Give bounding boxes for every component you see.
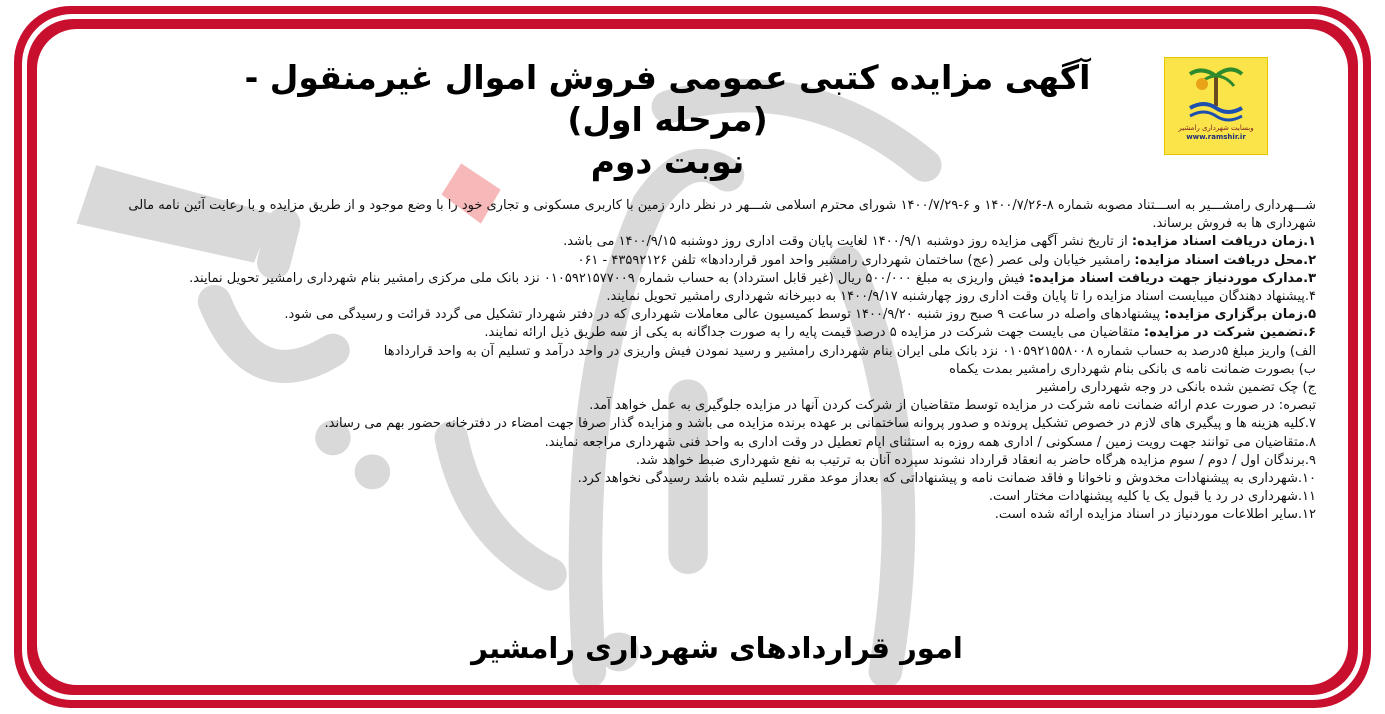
- ad-paper: [37, 29, 1348, 685]
- ad-title: [207, 57, 1128, 183]
- conditions-list: [85, 233, 1316, 524]
- condition-text: ۱۰.شهرداری به پیشنهادات مخدوش و ناخوانا و فاقد ضمانت نامه و پیشنهاداتی که بعداز موعد مقرر تسلیم شده باشد رسیدگی نخواهد کرد.: [577, 471, 1316, 487]
- condition-item: [85, 288, 1316, 306]
- logo-site-label: وبسایت شهرداری رامشیر: [1178, 124, 1254, 132]
- palm-tree-icon: [1184, 62, 1248, 124]
- condition-item: [85, 270, 1316, 288]
- condition-text: پیشنهادهای واصله در ساعت ۹ صبح روز شنبه ۱۴۰۰/۹/۲۰ توسط کمیسیون عالی معاملات شهرداری که در دفتر شهردار تشکیل می گردد قرائت و رسیدگی می شود.: [284, 307, 1165, 323]
- condition-label: ۵.زمان برگزاری مزایده:: [1164, 307, 1316, 323]
- condition-item: [85, 306, 1316, 324]
- condition-item: [85, 452, 1316, 470]
- ad-border-inner: [27, 19, 1358, 695]
- ad-border-outer: [14, 6, 1371, 708]
- condition-text: ۱۱.شهرداری در رد یا قبول یک یا کلیه پیشنهادات مختار است.: [988, 489, 1316, 505]
- condition-label: ۶.تضمین شرکت در مزایده:: [1143, 325, 1316, 341]
- logo-url: www.ramshir.ir: [1186, 133, 1246, 141]
- condition-item: [85, 252, 1316, 270]
- condition-item: [85, 470, 1316, 488]
- condition-text: ۹.برندگان اول / دوم / سوم مزایده هرگاه حاضر به انعقاد قرارداد نشوند سپرده آنان به ترتیب به نفع شهرداری ضبط خواهد شد.: [635, 452, 1316, 468]
- condition-item: [85, 506, 1316, 524]
- condition-text: تبصره: در صورت عدم ارائه ضمانت نامه شرکت در مزایده توسط متقاضیان از شرکت کردن آنها در مزایده جلوگیری به عمل خواهد آمد.: [589, 398, 1316, 414]
- ad-body: [85, 197, 1316, 525]
- condition-item: [85, 434, 1316, 452]
- condition-text: فیش واریزی به مبلغ ۵۰۰/۰۰۰ ریال (غیر قابل استرداد) به حساب شماره ۰۱۰۵۹۲۱۵۷۷۰۰۹ نزد بانک ملی مرکزی رامشیر بنام شهرداری رامشیر تحویل نمایند.: [189, 270, 1029, 286]
- condition-text: ب) بصورت ضمانت نامه ی بانکی بنام شهرداری رامشیر بمدت یکماه: [949, 361, 1316, 377]
- condition-item: [85, 324, 1316, 342]
- condition-text: ۴.پیشنهاد دهندگان میبایست اسناد مزایده را تا پایان وقت اداری روز چهارشنبه ۱۴۰۰/۹/۱۷ به دبیرخانه شهرداری رامشیر تحویل نمایند.: [606, 289, 1316, 305]
- condition-label: ۱.زمان دریافت اسناد مزایده:: [1131, 234, 1316, 250]
- condition-text: ۷.کلیه هزینه ها و پیگیری های لازم در خصوص تشکیل پرونده و صدور پروانه ساختمانی بر عهده برنده مزایده می باشد و مزایده گذار صرفا جهت امضاء در دفترخانه حضور بهم می رساند.: [324, 416, 1316, 432]
- condition-text: ۸.متقاضیان می توانند جهت رویت زمین / مسکونی / اداری همه روزه به استثنای ایام تعطیل در وقت اداری به واحد فنی شهرداری مراجعه نمایند.: [544, 434, 1316, 450]
- condition-item: [85, 415, 1316, 433]
- condition-text: متقاضیان می بایست جهت شرکت در مزایده ۵ درصد قیمت پایه را به صورت جداگانه به یکی از سه طریق ذیل ارائه نمایند.: [484, 325, 1144, 341]
- condition-item: [85, 397, 1316, 415]
- condition-text: ج) چک تضمین شده بانکی در وجه شهرداری رامشیر: [1037, 380, 1316, 396]
- condition-label: ۲.محل دریافت اسناد مزایده:: [1134, 252, 1316, 268]
- ad-footer-signature: امور قراردادهای شهرداری رامشیر: [471, 631, 963, 665]
- ad-title-line2: نوبت دوم: [590, 142, 745, 181]
- condition-item: [85, 361, 1316, 379]
- condition-item: [85, 488, 1316, 506]
- condition-item: [85, 379, 1316, 397]
- ad-title-line1: آگهی مزایده کتبی عمومی فروش اموال غیرمنقول - (مرحله اول): [244, 58, 1091, 139]
- condition-label: ۳.مدارک موردنیاز جهت دریافت اسناد مزایده:: [1028, 270, 1316, 286]
- condition-item: [85, 233, 1316, 251]
- municipality-logo: [1164, 57, 1268, 155]
- condition-text: ۱۲.سایر اطلاعات موردنیاز در اسناد مزایده ارائه شده است.: [994, 507, 1316, 523]
- condition-item: [85, 343, 1316, 361]
- intro-paragraph: شـــهرداری رامشـــیر به اســـتناد مصوبه شماره ۸-۱۴۰۰/۷/۲۶ و ۶-۱۴۰۰/۷/۲۹ شورای محترم اسلامی شـــهر در نظر دارد زمین با کاربری مسکونی و تجاری خود را با وضع موجود و از طریق مزایده و با رعایت آئین نامه مالی شهرداری ها به فروش برساند.: [128, 198, 1316, 232]
- condition-text: الف) واریز مبلغ ۵درصد به حساب شماره ۰۱۰۵۹۲۱۵۵۸۰۰۸ نزد بانک ملی ایران بنام شهرداری رامشیر و رسید نمودن فیش واریزی در واحد درآمد و تسلیم آن به واحد قراردادها: [383, 343, 1316, 359]
- condition-text: رامشیر خیابان ولی عصر (عج) ساختمان شهرداری رامشیر واحد امور قراردادها» تلفن ۴۳۵۹۲۱۲۶ - ۰۶۱: [577, 252, 1135, 268]
- ad-border-white-line: [22, 14, 1363, 700]
- condition-text: از تاریخ نشر آگهی مزایده روز دوشنبه ۱۴۰۰/۹/۱ لغایت پایان وقت اداری روز دوشنبه ۱۴۰۰/۹/۱۵ می باشد.: [563, 234, 1132, 250]
